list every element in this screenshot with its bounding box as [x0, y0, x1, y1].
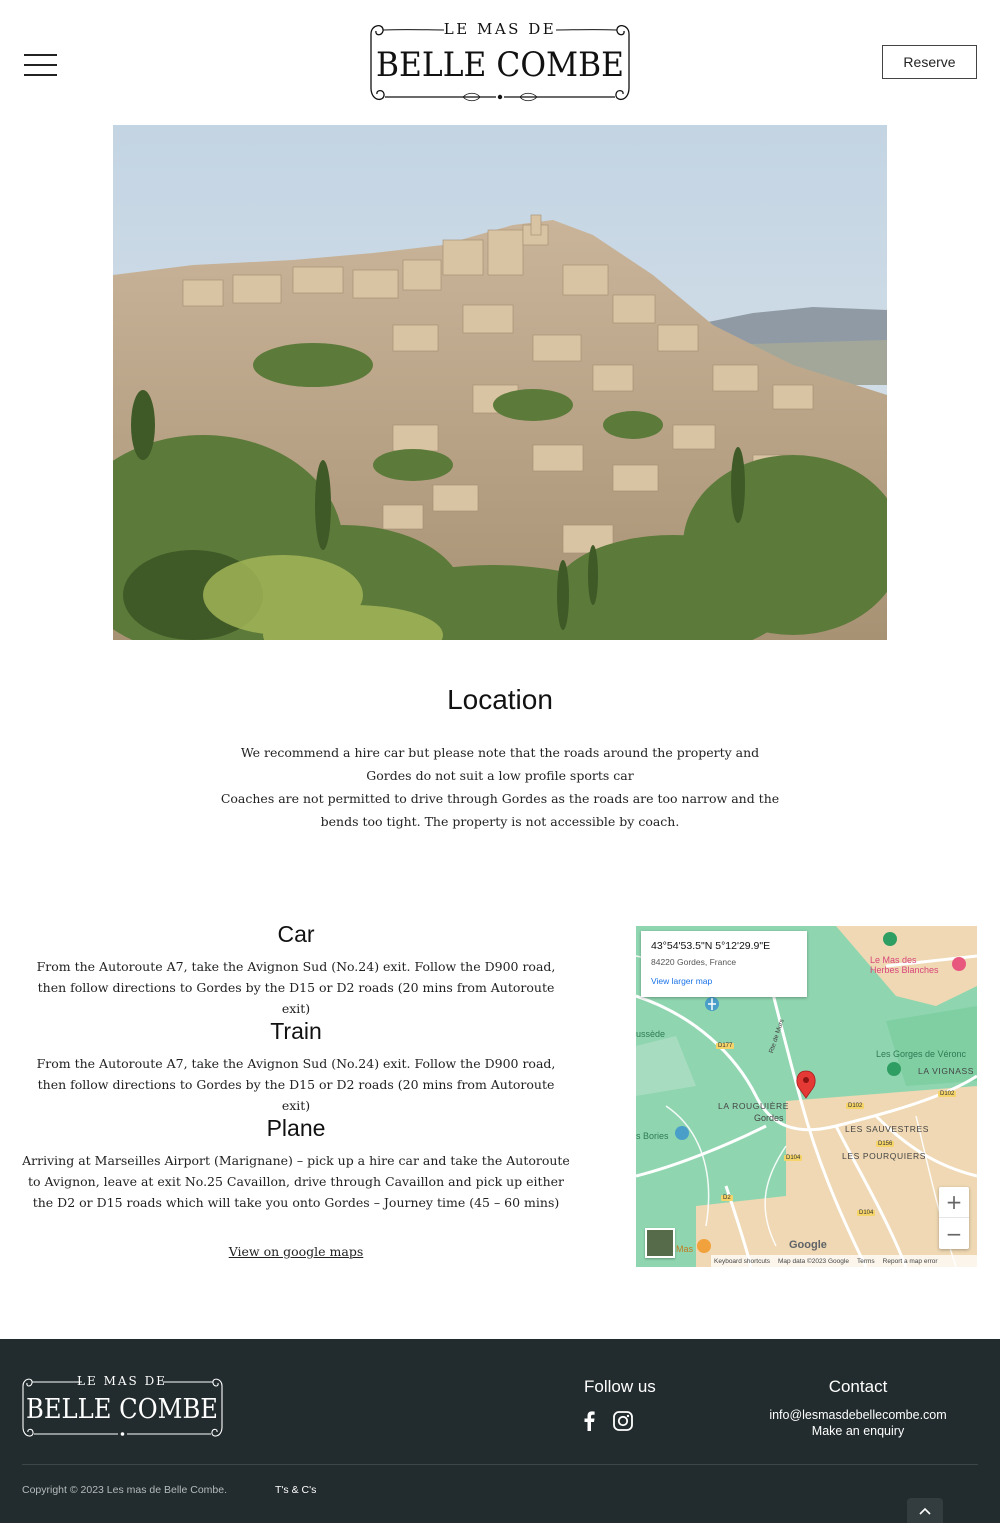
map-zoom-controls — [939, 1187, 969, 1249]
map-label-rue: Rte de Murs — [768, 1018, 786, 1055]
map-label-abbaye: ussède — [636, 1029, 666, 1039]
travel-car-text: From the Autoroute A7, take the Avignon Sud (No.24) exit. Follow the D900 road, then follow directions to Gordes by the D15 or D2 roads (20 mins from Autoroute exit) — [36, 959, 556, 1016]
map-road-d2: D2 — [723, 1195, 731, 1201]
map-label-herbes-1: Le Mas des — [870, 955, 917, 965]
travel-train-title: Train — [270, 1018, 322, 1044]
footer-logo-top-text: LE MAS DE — [77, 1374, 167, 1388]
map-label-gordes: Gordes — [754, 1113, 784, 1123]
chevron-up-icon — [919, 1507, 931, 1515]
map-info-card — [641, 931, 807, 997]
hamburger-icon[interactable] — [24, 54, 57, 76]
map-attribution-bar — [711, 1255, 977, 1267]
reserve-button[interactable]: Reserve — [882, 45, 977, 79]
google-logo: Google — [789, 1239, 827, 1251]
map-label-herbes-2: Herbes Blanches — [870, 965, 939, 975]
report-map-error-link[interactable]: Report a map error — [882, 1257, 938, 1265]
view-larger-map-link[interactable]: View larger map — [651, 976, 713, 986]
copyright-text: Copyright © 2023 Les mas de Belle Combe. — [22, 1484, 228, 1496]
map-label-bories: s Bories — [636, 1131, 669, 1141]
map-coordinates: 43°54'53.5"N 5°12'29.9"E — [651, 940, 771, 952]
follow-us-title: Follow us — [584, 1377, 656, 1396]
map-label-mas: Mas — [676, 1244, 694, 1254]
contact-email-link[interactable]: info@lesmasdebellecombe.com — [769, 1408, 947, 1422]
facebook-icon[interactable] — [582, 1411, 596, 1431]
map-label-gorges: Les Gorges de Véronc — [876, 1049, 967, 1059]
map-road-d104a: D104 — [786, 1155, 801, 1161]
location-description — [220, 741, 780, 833]
zoom-out-button[interactable]: − — [945, 1221, 963, 1246]
keyboard-shortcuts-link[interactable]: Keyboard shortcuts — [714, 1257, 771, 1265]
instagram-icon[interactable] — [613, 1411, 633, 1431]
travel-car-title: Car — [277, 921, 315, 947]
location-paragraph-2: Coaches are not permitted to drive through Gordes as the roads are too narrow and the bends too tight. The property is not accessible by coach. — [220, 791, 780, 829]
make-enquiry-link[interactable]: Make an enquiry — [811, 1424, 905, 1438]
travel-plane-text: Arriving at Marseilles Airport (Marignane) – pick up a hire car and take the Autoroute to Avignon, leave at exit No.25 Cavaillon, drive through Cavaillon and pick up either the D2 or D15 roads which will take you onto Gordes – Journey time (45 – 60 mins) — [22, 1153, 570, 1210]
site-logo[interactable] — [368, 18, 632, 106]
map-road-d177: D177 — [718, 1043, 733, 1049]
map-road-d102a: D102 — [848, 1103, 863, 1109]
map-terms-link[interactable]: Terms — [856, 1257, 875, 1265]
location-title: Location — [447, 684, 553, 715]
footer-logo-main-text: BELLE COMBE — [26, 1394, 218, 1425]
map-label-vignass: LA VIGNASS — [918, 1066, 975, 1076]
map-road-d104b: D104 — [859, 1210, 874, 1216]
map-satellite-toggle[interactable] — [645, 1228, 675, 1258]
terms-link[interactable]: T's & C's — [275, 1484, 317, 1496]
map-label-sauvestres: LES SAUVESTRES — [845, 1124, 929, 1134]
travel-plane-section — [22, 1115, 570, 1213]
travel-train-section — [22, 1018, 570, 1116]
back-to-top-button[interactable] — [907, 1498, 943, 1523]
zoom-in-button[interactable]: + — [939, 1187, 969, 1218]
contact-title: Contact — [828, 1377, 888, 1396]
map-data-text: Map data ©2023 Google — [778, 1257, 849, 1265]
site-footer — [0, 1339, 1000, 1523]
site-header — [0, 0, 1000, 125]
travel-plane-title: Plane — [266, 1115, 326, 1141]
view-google-maps-link[interactable]: View on google maps — [228, 1244, 364, 1259]
map-label-rouguiere: LA ROUGUIÈRE — [718, 1101, 789, 1111]
location-paragraph-1: We recommend a hire car but please note that the roads around the property and Gordes do not suit a low profile sports car — [240, 745, 760, 783]
map-road-d156: D156 — [878, 1141, 893, 1147]
travel-train-text: From the Autoroute A7, take the Avignon Sud (No.24) exit. Follow the D900 road, then follow directions to Gordes by the D15 or D2 roads (20 mins from Autoroute exit) — [36, 1056, 556, 1113]
map-road-d102b: D102 — [940, 1091, 955, 1097]
embedded-map[interactable] — [636, 926, 977, 1267]
logo-top-text: LE MAS DE — [443, 20, 557, 38]
footer-divider — [22, 1464, 978, 1465]
map-label-pourquiers: LES POURQUIERS — [842, 1151, 926, 1161]
footer-logo[interactable] — [20, 1373, 225, 1441]
map-address: 84220 Gordes, France — [651, 957, 737, 967]
travel-car-section — [22, 921, 570, 1019]
hero-image-gordes — [113, 125, 887, 640]
logo-main-text: BELLE COMBE — [376, 45, 624, 85]
